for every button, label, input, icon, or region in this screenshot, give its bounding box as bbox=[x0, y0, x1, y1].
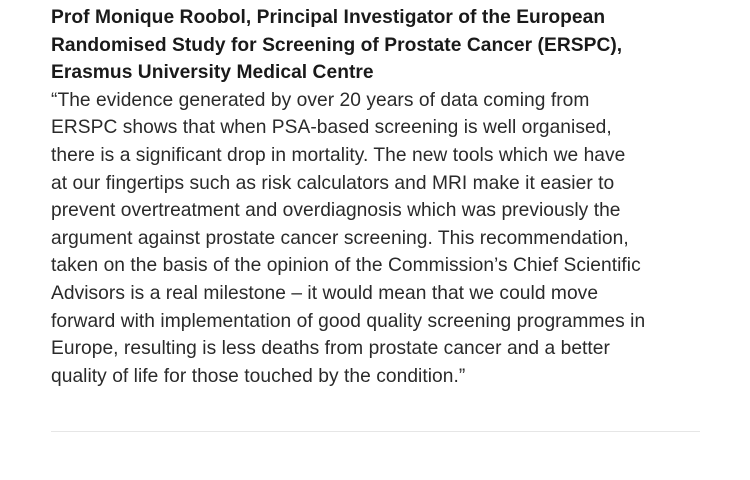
quote-line: at our fingertips such as risk calculators and MRI make it easier to bbox=[51, 172, 615, 194]
quote-line: there is a significant drop in mortality. The new tools which we have bbox=[51, 144, 626, 166]
quote-line: Advisors is a real milestone – it would mean that we could move bbox=[51, 282, 599, 304]
quote-text bbox=[51, 87, 703, 391]
quote-line: forward with implementation of good quality screening programmes in bbox=[51, 310, 646, 332]
quote-line: argument against prostate cancer screening. This recommendation, bbox=[51, 227, 629, 249]
quote-line: taken on the basis of the opinion of the Commission’s Chief Scientific bbox=[51, 255, 641, 277]
quote-line: prevent overtreatment and overdiagnosis which was previously the bbox=[51, 200, 621, 222]
quote-line: “The evidence generated by over 20 years of data coming from bbox=[51, 89, 590, 111]
speaker-attribution bbox=[51, 4, 703, 87]
speaker-line: Prof Monique Roobol, Principal Investigator of the European bbox=[51, 7, 606, 28]
section-divider bbox=[51, 431, 700, 432]
speaker-line: Randomised Study for Screening of Prostate Cancer (ERSPC), bbox=[51, 34, 623, 56]
quote-line: Europe, resulting is less deaths from prostate cancer and a better bbox=[51, 338, 610, 360]
quote-line: ERSPC shows that when PSA-based screening is well organised, bbox=[51, 117, 612, 139]
statement-block bbox=[51, 4, 703, 390]
speaker-line: Erasmus University Medical Centre bbox=[51, 62, 374, 84]
quote-line: quality of life for those touched by the condition.” bbox=[51, 365, 466, 387]
